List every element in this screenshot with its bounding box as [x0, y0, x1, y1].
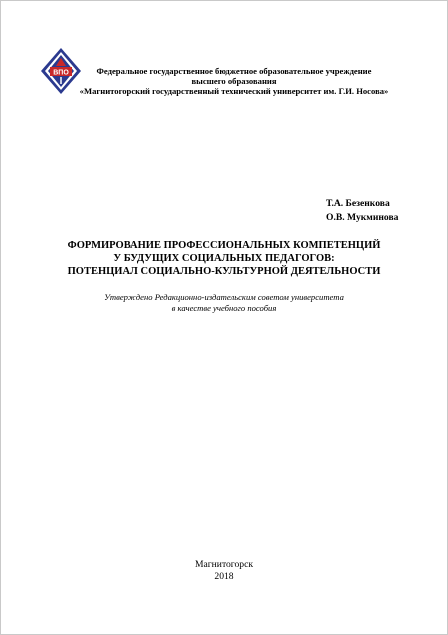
- title-line: У БУДУЩИХ СОЦИАЛЬНЫХ ПЕДАГОГОВ:: [113, 253, 335, 264]
- organization-line: высшего образования: [191, 76, 277, 86]
- approval-note: [50, 292, 398, 314]
- title-line: ПОТЕНЦИАЛ СОЦИАЛЬНО-КУЛЬТУРНОЙ ДЕЯТЕЛЬНОСТИ: [67, 266, 381, 277]
- publication-info: [124, 559, 324, 583]
- logo-text: ВПО: [53, 69, 69, 77]
- document-title: [30, 239, 418, 278]
- approval-line: Утверждено Редакционно-издательским советом университета: [104, 292, 344, 302]
- publication-city: Магнитогорск: [194, 559, 254, 570]
- publication-year: 2018: [214, 571, 234, 582]
- title-line: ФОРМИРОВАНИЕ ПРОФЕССИОНАЛЬНЫХ КОМПЕТЕНЦИЙ: [67, 240, 381, 251]
- organization-name: [60, 66, 408, 96]
- authors: [326, 197, 398, 225]
- organization-line: Федеральное государственное бюджетное образовательное учреждение: [96, 66, 372, 76]
- author-name: Т.А. Безенкова: [326, 198, 390, 209]
- organization-line: «Магнитогорский государственный технический университет им. Г.И. Носова»: [79, 86, 389, 96]
- author-name: О.В. Мукминова: [326, 212, 399, 223]
- approval-line: в качестве учебного пособия: [171, 303, 277, 313]
